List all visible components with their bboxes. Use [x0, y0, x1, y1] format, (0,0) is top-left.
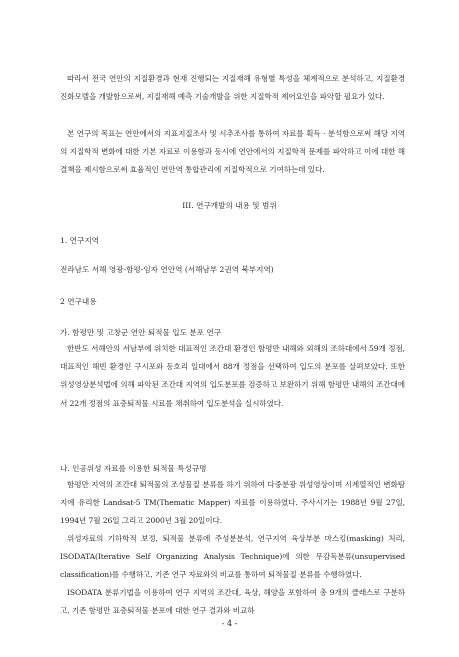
paragraph-landsat: 함평만 지역의 조간대 퇴적물의 조성물질 분류를 하기 위하여 다중분광 위성영상이며 시계열적인 변화탐지에 유리한 Landsat-5 TM(Thematic Mapper) 자료를 이용하였다. 주사시기는 1988년 9월 27일, 1994년 7월 26일 그리고 2000년 3월 20일이다.	[60, 480, 405, 526]
paragraph-intro: 따라서 전국 연안의 지질환경과 현재 진행되는 지질재해 유형별 특성을 체계적으로 분석하고, 지질환경 진화모델을 개발함으로써, 지질재해 예측 기술개발을 위한 지질학적 제어요인을 파악할 필요가 있다.	[60, 74, 405, 102]
heading-research-content: 2 연구내용	[60, 297, 97, 306]
page-number: - 4 -	[221, 619, 238, 628]
paragraph-grain-size: 한반도 서해안의 서남부에 위치한 대표적인 조간대 환경인 함평만 내해와 외해의 조하대에서 59개 정점, 대표적인 해빈 환경인 구시포와 동호리 일대에서 88개 정점을 선택하여 입도의 분포를 살펴보았다. 또한 위성영상분석법에 의해 파악된 조간대 지역의 입도분포를 검증하고 보완하기 위해 함평만 내해의 조간대에서 22개 정점의 표층퇴적물 시료를 채취하여 입도분석을 실시하였다.	[60, 344, 405, 408]
study-area-text: 전라남도 서해 영광-함평-임자 연안역 (서해남부 2권역 북부지역)	[60, 265, 274, 274]
paragraph-objective: 본 연구의 목표는 연안에서의 지표지질조사 및 시추조사를 통하여 자료를 획득 · 분석함으로써 해당 지역의 지질학적 변화에 대한 기본 자료로 이용함과 동시에 연안에서의 지질학적 문제를 파악하고 이에 대한 해결책을 제시함으로써 효율적인 연안역 통합관리에 지질학적으로 기여하는데 있다.	[60, 129, 405, 175]
section-title: III. 연구개발의 내용 및 범위	[182, 201, 277, 210]
subheading-na: 나. 인공위성 자료를 이용한 퇴적물 특성규명	[60, 464, 207, 473]
subheading-ga: 가. 함평만 및 고창군 연안 퇴적물 입도 분포 연구	[60, 328, 222, 337]
paragraph-satellite-processing: 위성자료의 기하학적 보정, 퇴적물 분류에 주성분분석, 연구지역 육상부분 마스킹(masking) 처리, ISODATA(Iterative Self Organizing Analysis Technique)에 의한 무감독분류(unsupervised classification)를 수행하고, 기존 연구 자료와의 비교를 통하여 퇴적물질 분류를 수행하였다.	[60, 534, 405, 580]
heading-study-area: 1. 연구지역	[60, 236, 100, 245]
paragraph-isodata: ISODATA 분류기법을 이용하여 연구 지역의 조간대, 육상, 해양을 포함하여 총 9개의 클래스로 구분하고, 기존 함평만 표층퇴적물 분포에 대한 연구 결과와 비교하	[60, 588, 405, 616]
